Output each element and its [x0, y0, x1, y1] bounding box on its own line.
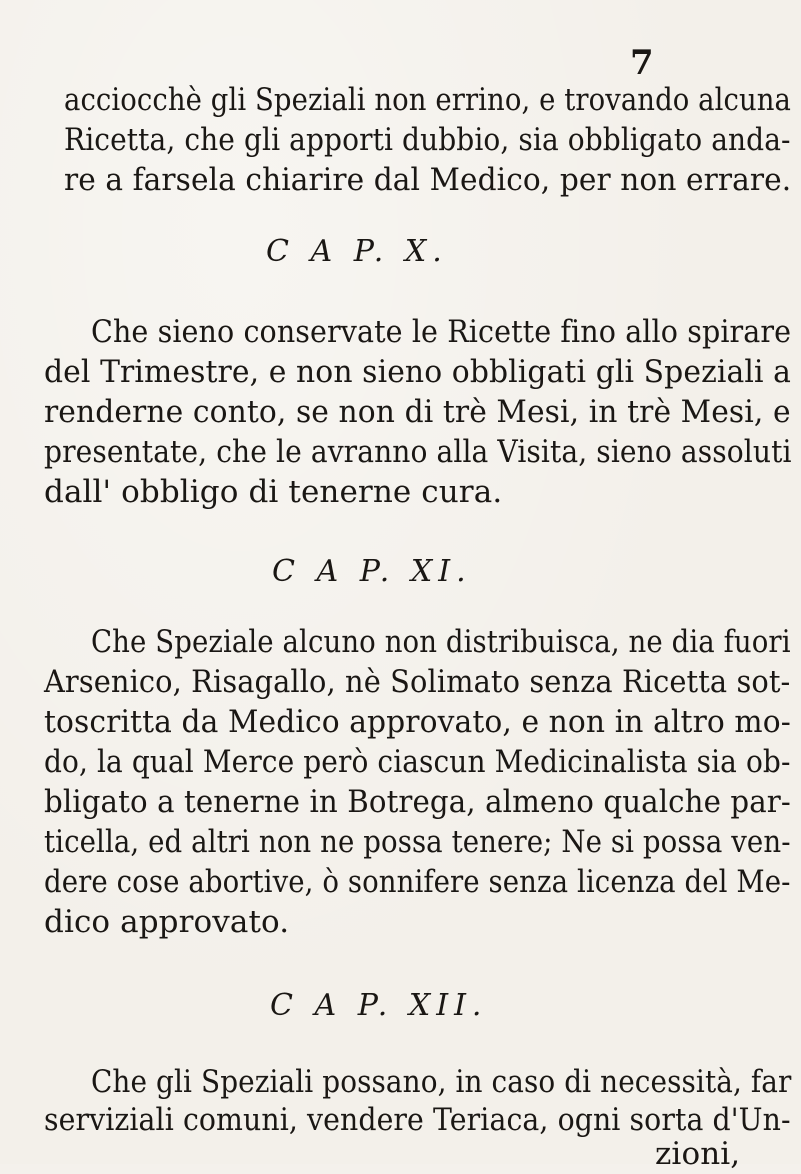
chapter-heading: C A P. XII.	[270, 988, 488, 1023]
text-line: Ricetta, che gli apporti dubbio, sia obbligato anda-	[64, 122, 791, 158]
text-line: Che sieno conservate le Ricette fino allo spirare	[91, 314, 792, 350]
text-line: dico approvato.	[44, 904, 290, 940]
text-line: serviziali comuni, vendere Teriaca, ogni sorta d'Un-	[44, 1102, 791, 1138]
text-line: dere cose abortive, ò sonnifere senza licenza del Me-	[44, 864, 791, 900]
text-line: renderne conto, se non di trè Mesi, in trè Mesi, e	[44, 394, 791, 430]
chapter-heading: C A P. X.	[266, 234, 448, 269]
page-number: 7	[630, 43, 654, 83]
text-line: del Trimestre, e non sieno obbligati gli Speziali a	[44, 354, 792, 390]
text-line: ticella, ed altri non ne possa tenere; Ne si possa ven-	[44, 824, 791, 860]
text-line: Che gli Speziali possano, in caso di necessità, far	[91, 1064, 792, 1100]
text-line: re a farsela chiarire dal Medico, per non errare.	[64, 162, 792, 198]
text-line: Che Speziale alcuno non distribuisca, ne dia fuori	[91, 624, 791, 660]
text-line: do, la qual Merce però ciascun Medicinalista sia ob-	[44, 744, 791, 780]
text-line: dall' obbligo di tenerne cura.	[44, 474, 503, 510]
catchword: zioni,	[655, 1136, 741, 1172]
text-line: presentate, che le avranno alla Visita, sieno assoluti	[44, 434, 792, 470]
text-line: toscritta da Medico approvato, e non in altro mo-	[44, 704, 791, 740]
text-line: bligato a tenerne in Botrega, almeno qualche par-	[44, 784, 791, 820]
text-line: acciocchè gli Speziali non errino, e trovando alcuna	[64, 82, 792, 118]
text-line: Arsenico, Risagallo, nè Solimato senza Ricetta sot-	[44, 664, 791, 700]
chapter-heading: C A P. XI.	[272, 554, 472, 589]
